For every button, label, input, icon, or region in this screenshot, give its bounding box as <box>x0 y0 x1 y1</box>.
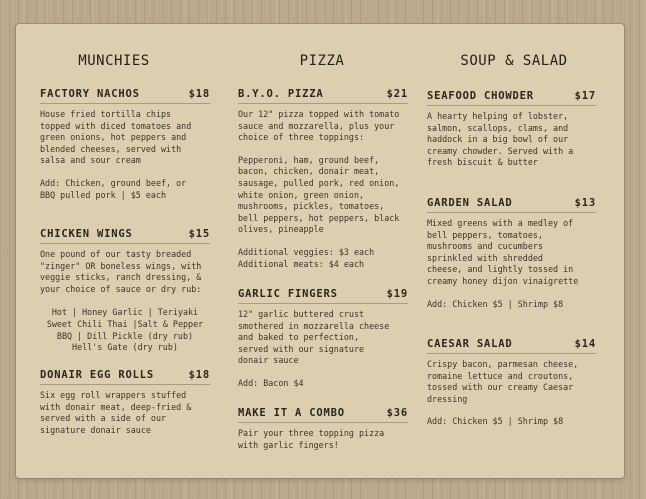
item-description: Six egg roll wrappers stuffed with donair meat, deep-fried & served with a side of our signature donair sauce <box>40 390 192 435</box>
item-header <box>40 228 210 244</box>
item-price: $15 <box>188 228 210 240</box>
menu-item-seafood-chowder <box>427 90 596 169</box>
item-price: $17 <box>574 90 596 102</box>
menu-item-chicken-wings <box>40 228 210 354</box>
menu-item-donair-egg-rolls <box>40 369 210 436</box>
item-name: DONAIR EGG ROLLS <box>40 369 154 381</box>
sauce-list: Hot | Honey Garlic | Teriyaki Sweet Chili Thai |Salt & Pepper BBQ | Dill Pickle (dry rub) Hell's Gate (dry rub) <box>46 307 204 353</box>
item-description: 12" garlic buttered crust smothered in mozzarella cheese and baked to perfection, served with our signature donair sauce <box>238 309 390 366</box>
item-header <box>427 338 596 354</box>
item-name: GARDEN SALAD <box>427 197 513 209</box>
item-description: Mixed greens with a medley of bell peppers, tomatoes, mushrooms and cucumbers sprinkled with shredded cheese, and lightly tossed in creamy honey dijon vinaigrette <box>427 218 579 286</box>
item-price: $18 <box>188 88 210 100</box>
menu-item-garlic-fingers <box>238 288 408 390</box>
item-description: One pound of our tasty breaded "zinger" OR boneless wings, with veggie sticks, ranch dressing, & your choice of sauce or dry rub: <box>40 249 202 294</box>
item-name: SEAFOOD CHOWDER <box>427 90 534 102</box>
menu-item-caesar-salad <box>427 338 596 428</box>
item-header <box>40 88 210 104</box>
item-header <box>238 288 408 304</box>
item-name: GARLIC FINGERS <box>238 288 338 300</box>
item-header <box>427 197 596 213</box>
item-price: $14 <box>574 338 596 350</box>
item-description: Pair your three topping pizza with garlic fingers! <box>238 428 385 450</box>
item-header <box>238 88 408 104</box>
munchies-title: MUNCHIES <box>78 53 150 69</box>
item-header <box>40 369 210 385</box>
item-price: $36 <box>386 407 408 419</box>
item-addon: Add: Chicken $5 | Shrimp $8 <box>427 416 564 427</box>
item-description: Crispy bacon, parmesan cheese, romaine lettuce and croutons, tossed with our creamy Caesar dressing <box>427 359 579 404</box>
item-header <box>238 407 408 423</box>
item-price: $18 <box>188 369 210 381</box>
item-description: Our 12" pizza topped with tomato sauce and mozzarella, plus your choice of three toppings: <box>238 109 400 143</box>
item-addon: Additional veggies: $3 each Additional meats: $4 each <box>238 246 375 269</box>
topping-list: Pepperoni, ham, ground beef, bacon, chicken, donair meat, sausage, pulled pork, red onion, white onion, green onion, mushrooms, pickles, tomatoes, bell peppers, hot peppers, black olives, pineapple <box>238 154 400 235</box>
item-description: A hearty helping of lobster, salmon, scallops, clams, and haddock in a big bowl of our creamy chowder. Served with a fresh biscuit & butter <box>427 111 574 168</box>
soup-salad-title: SOUP & SALAD <box>460 53 568 69</box>
item-price: $13 <box>574 197 596 209</box>
pizza-title: PIZZA <box>299 53 345 69</box>
item-name: B.Y.O. PIZZA <box>238 88 324 100</box>
item-price: $21 <box>386 88 408 100</box>
item-price: $19 <box>386 288 408 300</box>
menu-item-make-it-a-combo <box>238 407 408 451</box>
item-name: CHICKEN WINGS <box>40 228 133 240</box>
menu-item-garden-salad <box>427 197 596 310</box>
item-name: CAESAR SALAD <box>427 338 513 350</box>
item-addon: Add: Chicken, ground beef, or BBQ pulled pork | $5 each <box>40 177 187 200</box>
item-addon: Add: Bacon $4 <box>238 377 304 388</box>
item-description: House fried tortilla chips topped with diced tomatoes and green onions, hot peppers and blended cheeses, served with salsa and sour cream <box>40 109 192 166</box>
menu-page <box>16 24 624 478</box>
item-name: MAKE IT A COMBO <box>238 407 345 419</box>
item-addon: Add: Chicken $5 | Shrimp $8 <box>427 298 564 309</box>
item-header <box>427 90 596 106</box>
item-name: FACTORY NACHOS <box>40 88 140 100</box>
menu-item-byo-pizza <box>238 88 408 270</box>
menu-item-factory-nachos <box>40 88 210 201</box>
